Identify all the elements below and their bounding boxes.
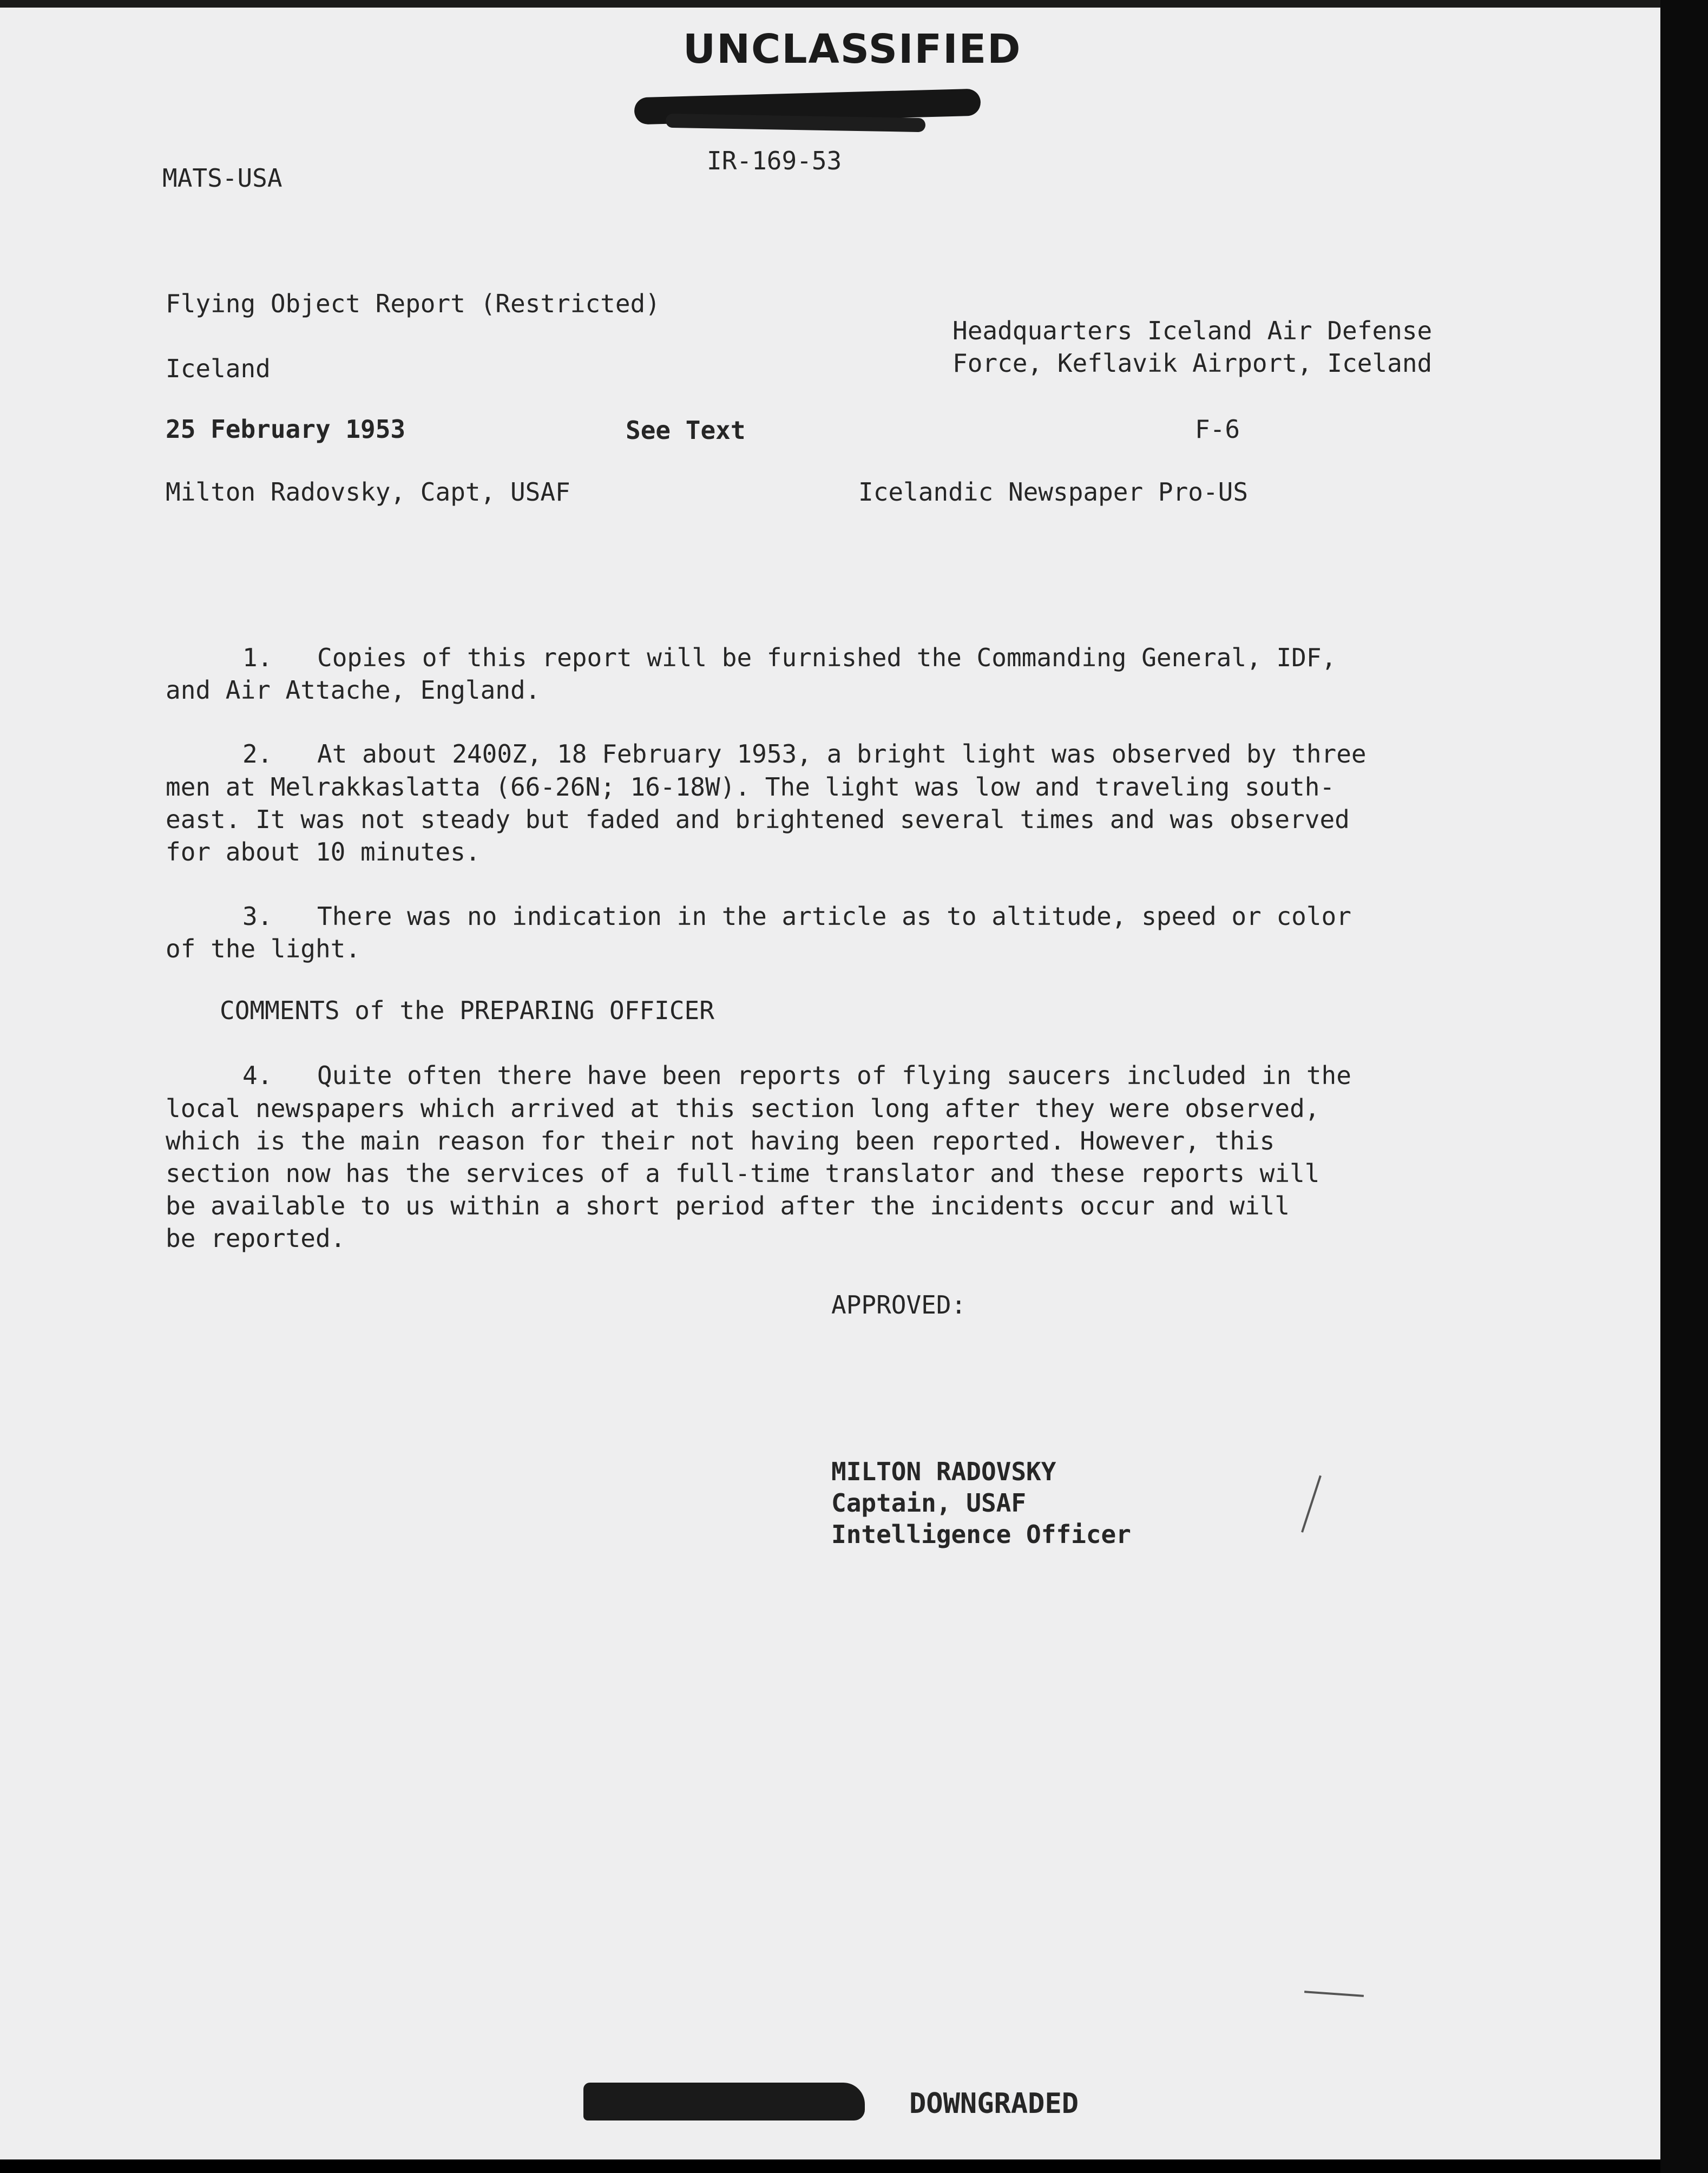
- para2-number: 2.: [242, 739, 273, 769]
- report-date: 25 February 1953: [166, 415, 406, 444]
- origin-line-2: Force, Keflavik Airport, Iceland: [952, 349, 1433, 378]
- source: Icelandic Newspaper Pro-US: [858, 477, 1249, 507]
- subject: Flying Object Report (Restricted): [166, 289, 660, 318]
- para3-line2: of the light.: [166, 934, 361, 963]
- signer-name: MILTON RADOVSKY: [831, 1457, 1056, 1486]
- para3-line1: There was no indication in the article as to altitude, speed or color: [317, 902, 1351, 931]
- para1-number: 1.: [242, 643, 273, 672]
- report-number: IR-169-53: [707, 146, 842, 175]
- para1-line2: and Air Attache, England.: [166, 675, 541, 705]
- scan-right-edge: [1660, 0, 1708, 2173]
- prepared-by: Milton Radovsky, Capt, USAF: [166, 477, 570, 507]
- classification-stamp: UNCLASSIFIED: [683, 26, 1022, 73]
- para1-line1: Copies of this report will be furnished the Commanding General, IDF,: [317, 643, 1337, 672]
- agency: MATS-USA: [162, 163, 283, 193]
- para4-line1: Quite often there have been reports of flying saucers included in the: [317, 1061, 1351, 1090]
- redaction-bar: [583, 2083, 865, 2121]
- evaluation: F-6: [1195, 415, 1240, 444]
- signer-title: Intelligence Officer: [831, 1520, 1131, 1549]
- area: Iceland: [166, 354, 271, 383]
- para4-body: local newspapers which arrived at this section long after they were observed, which is the main reason for their not having been reported. However, this section now has the services of a full-time translator and these reports will be available to us within a short period after the incidents occur and will be reported.: [166, 1094, 1320, 1253]
- approved-label: APPROVED:: [831, 1290, 967, 1319]
- signer-rank: Captain, USAF: [831, 1488, 1027, 1518]
- origin-line-1: Headquarters Iceland Air Defense: [952, 316, 1433, 345]
- pen-mark: [1301, 1475, 1342, 1539]
- para2-line1: At about 2400Z, 18 February 1953, a bright light was observed by three: [317, 739, 1367, 769]
- para2-body: men at Melrakkaslatta (66-26N; 16-18W). The light was low and traveling south- east. It was not steady but faded and brightened several times and was observed for about 10 minutes.: [166, 772, 1350, 866]
- scan-top-edge: [0, 0, 1660, 8]
- para4-number: 4.: [242, 1061, 273, 1090]
- period: See Text: [626, 416, 746, 445]
- para3-number: 3.: [242, 902, 273, 931]
- downgrade-stamp: DOWNGRADED: [909, 2087, 1079, 2120]
- comments-heading: COMMENTS of the PREPARING OFFICER: [220, 996, 714, 1025]
- pen-mark: [1304, 1991, 1364, 1997]
